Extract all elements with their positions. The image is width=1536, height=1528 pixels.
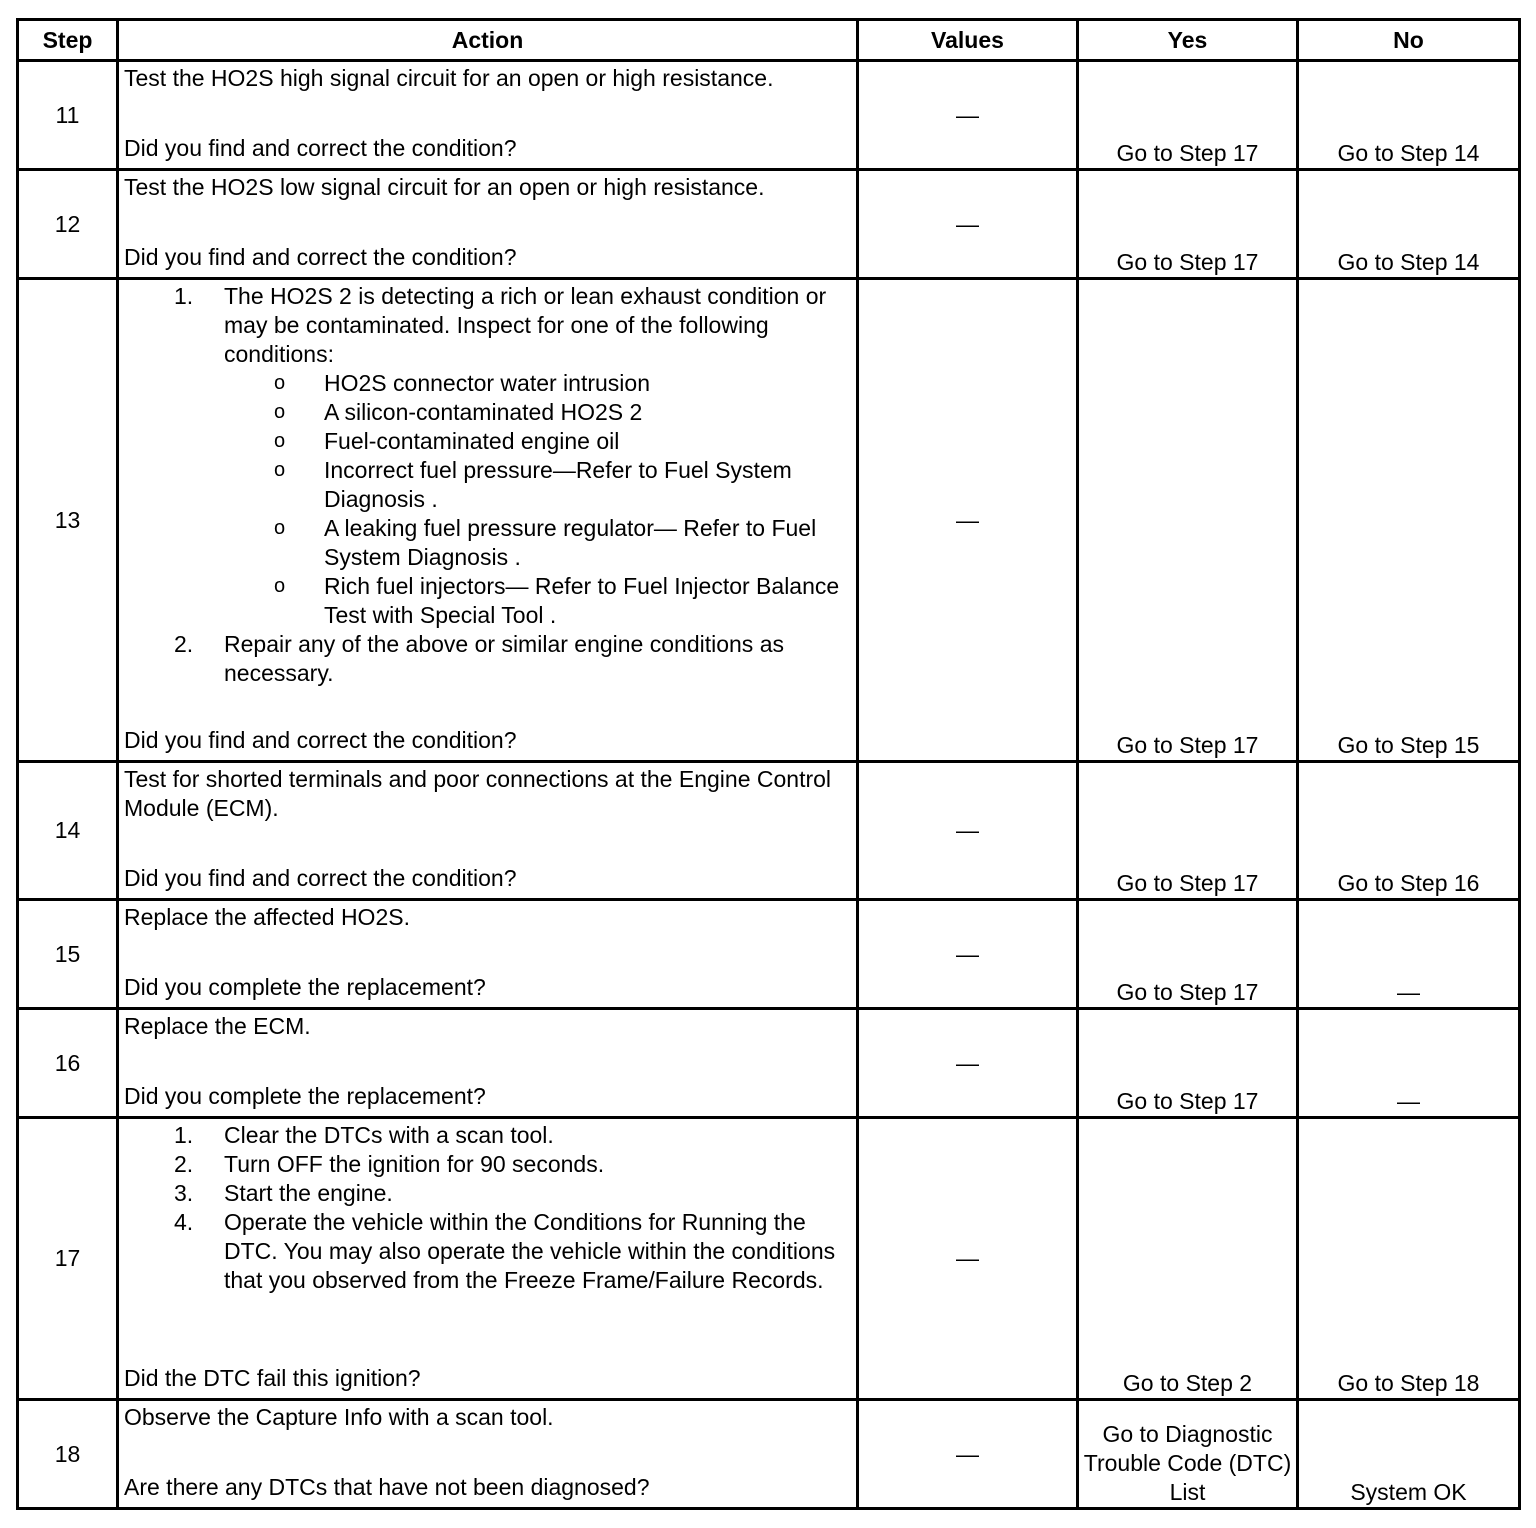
sub-item	[274, 369, 850, 398]
sub-text: HO2S connector water intrusion	[324, 370, 650, 396]
no-cell: Go to Step 16	[1298, 762, 1520, 900]
action-text: Test the HO2S high signal circuit for an open or high resistance.	[124, 65, 774, 91]
action-cell	[118, 1009, 858, 1118]
step-number: 17	[18, 1118, 118, 1400]
list-text: Clear the DTCs with a scan tool.	[224, 1122, 554, 1148]
action-question: Did you find and correct the condition?	[124, 244, 517, 270]
no-cell: —	[1298, 900, 1520, 1009]
no-cell: Go to Step 14	[1298, 170, 1520, 279]
table-row	[18, 1009, 1520, 1118]
sub-text: Incorrect fuel pressure—Refer to Fuel System Diagnosis .	[324, 457, 792, 512]
header-values: Values	[858, 20, 1078, 61]
no-cell: —	[1298, 1009, 1520, 1118]
sub-item	[274, 456, 850, 514]
step-number: 13	[18, 279, 118, 762]
action-question: Did you find and correct the condition?	[124, 135, 517, 161]
list-item	[174, 630, 850, 688]
action-cell	[118, 279, 858, 762]
list-number: 2.	[174, 631, 194, 657]
no-cell: Go to Step 14	[1298, 61, 1520, 170]
no-cell: Go to Step 18	[1298, 1118, 1520, 1400]
header-row	[18, 20, 1520, 61]
no-cell: Go to Step 15	[1298, 279, 1520, 762]
bullet-icon: o	[274, 430, 286, 452]
sub-item	[274, 514, 850, 572]
yes-cell: Go to Step 17	[1078, 1009, 1298, 1118]
values-cell: —	[858, 61, 1078, 170]
list-item	[174, 1121, 850, 1150]
action-cell	[118, 1400, 858, 1509]
list-item	[174, 1150, 850, 1179]
table-row	[18, 1400, 1520, 1509]
list-item	[174, 1208, 850, 1295]
action-text: Observe the Capture Info with a scan tool.	[124, 1404, 554, 1430]
sub-list	[224, 369, 850, 630]
sub-text: Fuel-contaminated engine oil	[324, 428, 620, 454]
action-steps-list	[124, 1121, 850, 1295]
action-question: Did you complete the replacement?	[124, 974, 486, 1000]
bullet-icon: o	[274, 372, 286, 394]
sub-text: Rich fuel injectors— Refer to Fuel Injector Balance Test with Special Tool .	[324, 573, 840, 628]
action-question: Did you find and correct the condition?	[124, 865, 517, 891]
header-yes: Yes	[1078, 20, 1298, 61]
yes-cell: Go to Step 17	[1078, 762, 1298, 900]
values-cell: —	[858, 900, 1078, 1009]
sub-item	[274, 572, 850, 630]
values-cell: —	[858, 170, 1078, 279]
yes-cell: Go to Diagnostic Trouble Code (DTC) List	[1078, 1400, 1298, 1509]
table-row	[18, 279, 1520, 762]
action-text: Replace the affected HO2S.	[124, 904, 410, 930]
list-number: 4.	[174, 1209, 194, 1235]
action-text: Test the HO2S low signal circuit for an open or high resistance.	[124, 174, 765, 200]
action-question: Are there any DTCs that have not been diagnosed?	[124, 1474, 650, 1500]
values-cell: —	[858, 279, 1078, 762]
bullet-icon: o	[274, 517, 286, 539]
list-number: 1.	[174, 283, 194, 309]
bullet-icon: o	[274, 459, 286, 481]
list-item	[174, 282, 850, 630]
header-step: Step	[18, 20, 118, 61]
yes-cell: Go to Step 17	[1078, 900, 1298, 1009]
action-text: Replace the ECM.	[124, 1013, 311, 1039]
action-cell	[118, 762, 858, 900]
action-question: Did the DTC fail this ignition?	[124, 1365, 421, 1391]
sub-text: A silicon-contaminated HO2S 2	[324, 399, 643, 425]
sub-text: A leaking fuel pressure regulator— Refer to Fuel System Diagnosis .	[324, 515, 817, 570]
list-text: Turn OFF the ignition for 90 seconds.	[224, 1151, 605, 1177]
sub-item	[274, 398, 850, 427]
yes-cell: Go to Step 2	[1078, 1118, 1298, 1400]
list-item	[174, 1179, 850, 1208]
list-number: 3.	[174, 1180, 194, 1206]
action-steps-list	[124, 282, 850, 688]
yes-cell: Go to Step 17	[1078, 61, 1298, 170]
diagnostic-table	[16, 18, 1521, 1510]
action-cell	[118, 1118, 858, 1400]
step-number: 16	[18, 1009, 118, 1118]
yes-cell: Go to Step 17	[1078, 279, 1298, 762]
step-number: 12	[18, 170, 118, 279]
table-row	[18, 900, 1520, 1009]
yes-cell: Go to Step 17	[1078, 170, 1298, 279]
table-row	[18, 762, 1520, 900]
no-cell: System OK	[1298, 1400, 1520, 1509]
header-action: Action	[118, 20, 858, 61]
action-question: Did you find and correct the condition?	[124, 727, 517, 753]
list-text: Repair any of the above or similar engine conditions as necessary.	[224, 631, 784, 686]
action-cell	[118, 900, 858, 1009]
sub-item	[274, 427, 850, 456]
action-cell	[118, 170, 858, 279]
list-number: 2.	[174, 1151, 194, 1177]
header-no: No	[1298, 20, 1520, 61]
table-row	[18, 1118, 1520, 1400]
step-number: 14	[18, 762, 118, 900]
bullet-icon: o	[274, 575, 286, 597]
step-number: 11	[18, 61, 118, 170]
values-cell: —	[858, 1400, 1078, 1509]
values-cell: —	[858, 1118, 1078, 1400]
list-text: Start the engine.	[224, 1180, 393, 1206]
values-cell: —	[858, 762, 1078, 900]
step-number: 18	[18, 1400, 118, 1509]
step-number: 15	[18, 900, 118, 1009]
bullet-icon: o	[274, 401, 286, 423]
action-cell	[118, 61, 858, 170]
action-question: Did you complete the replacement?	[124, 1083, 486, 1109]
table-row	[18, 61, 1520, 170]
values-cell: —	[858, 1009, 1078, 1118]
action-text: Test for shorted terminals and poor connections at the Engine Control Module (ECM).	[124, 766, 838, 821]
list-text: The HO2S 2 is detecting a rich or lean exhaust condition or may be contaminated. Inspect for one of the following conditions:	[224, 283, 827, 367]
table-row	[18, 170, 1520, 279]
list-number: 1.	[174, 1122, 194, 1148]
list-text: Operate the vehicle within the Conditions for Running the DTC. You may also operate the vehicle within the conditions that you observed from the Freeze Frame/Failure Records.	[224, 1209, 836, 1293]
